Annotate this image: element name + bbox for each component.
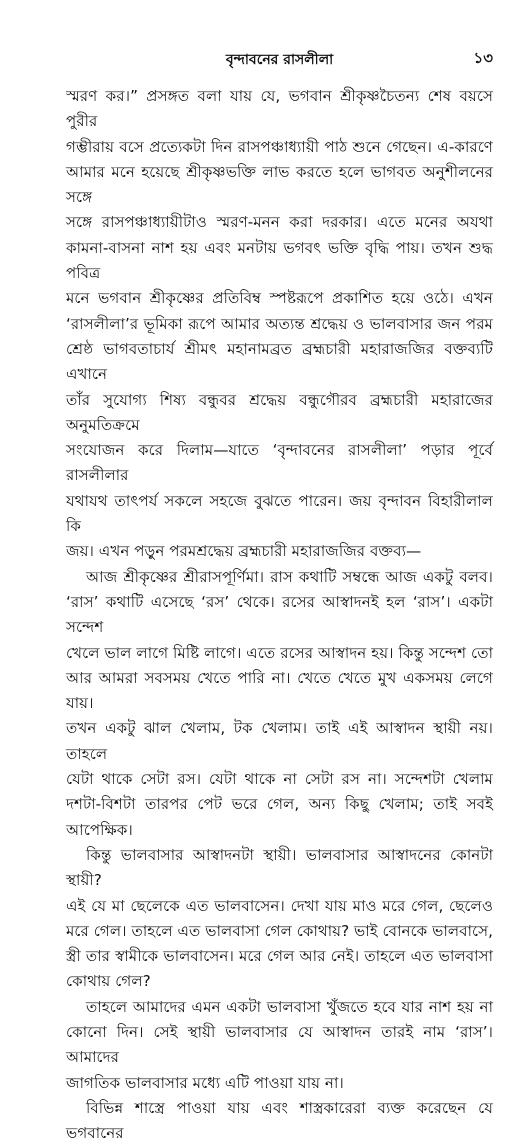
- text-line: মনে ভগবান শ্রীকৃষ্ণের প্রতিবিম্ব স্পষ্টরূপে প্রকাশিত হয়ে ওঠে। এখন: [66, 289, 493, 308]
- text-line: স্মরণ কর।” প্রসঙ্গত বলা যায় যে, ভগবান শ্রীকৃষ্ণচৈতন্য শেষ বয়সে পুরীর: [66, 87, 493, 131]
- text-line: তাহলে আমাদের এমন একটা ভালবাসা খুঁজতে হবে যার নাশ হয় না: [86, 997, 493, 1016]
- text-line: বিভিন্ন শাস্ত্রে পাওয়া যায় এবং শাস্ত্রকারেরা ব্যক্ত করেছেন যে ভগবানের: [66, 1098, 493, 1143]
- text-line: কোথায় গেল?: [66, 972, 151, 991]
- text-line: ‘রাসলীলা’র ভূমিকা রূপে আমার অত্যন্ত শ্রদ্ধেয় ও ভালবাসার জন পরম: [66, 314, 493, 333]
- text-line: সঙ্গে রাসপঞ্চাধ্যায়ীটাও স্মরণ-মনন করা দরকার। এতে মনের অযথা: [66, 213, 493, 232]
- text-line: খেলে ভাল লাগে মিষ্টি লাগে। এতে রসের আস্বাদন হয়। কিন্তু সন্দেশ তো: [66, 643, 493, 662]
- text-line: যেটা থাকে সেটা রস। যেটা থাকে না সেটা রস না। সন্দেশটা খেলাম: [66, 770, 493, 789]
- text-line: স্ত্রী তার স্বামীকে ভালবাসেন। মরে গেল আর নেই। তাহলে এত ভালবাসা: [66, 947, 493, 966]
- text-line: আমার মনে হয়েছে শ্রীকৃষ্ণভক্তি লাভ করতে হলে ভাগবত অনুশীলনের সঙ্গে: [66, 162, 493, 207]
- text-line: আর আমরা সবসময় খেতে পারি না। খেতে খেতে মুখ একসময় লেগে যায়।: [66, 668, 493, 713]
- page-number: ১৩: [473, 49, 493, 67]
- text-line: এই যে মা ছেলেকে এত ভালবাসেন। দেখা যায় মাও মরে গেল, ছেলেও: [66, 896, 493, 915]
- text-line: গম্ভীরায় বসে প্রত্যেকটা দিন রাসপঞ্চাধ্যায়ী পাঠ শুনে গেছেন। এ-কারণে: [66, 137, 493, 156]
- text-line: তখন একটু ঝাল খেলাম, টক খেলাম। তাই এই আস্বাদন স্থায়ী নয়। তাহলে: [66, 719, 493, 763]
- text-line: দশটা-বিশটা তারপর পেট ভরে গেল, অন্য কিছু খেলাম; তাই সবই আপেক্ষিক।: [66, 795, 493, 839]
- text-line: তাঁর সুযোগ্য শিষ্য বন্ধুবর শ্রদ্ধেয় বন্ধুগৌরব ব্রহ্মচারী মহারাজের অনুমতিক্রমে: [66, 390, 493, 434]
- text-line: জয়। এখন পড়ুন পরমশ্রদ্ধেয় ব্রহ্মচারী মহারাজজির বক্তব্য—: [66, 542, 422, 561]
- text-line: ‘রাস’ কথাটি এসেছে ‘রস’ থেকে। রসের আস্বাদনই হল ‘রাস’। একটা সন্দেশ: [66, 592, 493, 637]
- text-line: কামনা-বাসনা নাশ হয় এবং মনটায় ভগবৎ ভক্তি বৃদ্ধি পায়। তখন শুদ্ধ পবিত্র: [66, 238, 493, 283]
- body-text: [66, 84, 493, 1146]
- text-line: সংযোজন করে দিলাম—যাতে ‘বৃন্দাবনের রাসলীলা’ পড়ার পূর্বে রাসলীলার: [66, 441, 493, 485]
- text-line: শ্রেষ্ঠ ভাগবতাচার্য শ্রীমৎ মহানামব্রত ব্রহ্মচারী মহারাজজির বক্তব্যটি এখানে: [66, 339, 493, 384]
- text-line: মরে গেল। তাহলে এত ভালবাসা গেল কোথায়? ভাই বোনকে ভালবাসে,: [66, 921, 493, 940]
- text-line: জাগতিক ভালবাসার মধ্যে এটি পাওয়া যায় না।: [66, 1073, 344, 1092]
- text-line: যথাযথ তাৎপর্য সকলে সহজে বুঝতে পারেন। জয় বৃন্দাবন বিহারীলাল কি: [66, 491, 493, 536]
- text-line: কিন্তু ভালবাসার আস্বাদনটা স্থায়ী। ভালবাসার আস্বাদনের কোনটা স্থায়ী?: [66, 845, 493, 890]
- page-header: [66, 0, 493, 76]
- text-line: আজ শ্রীকৃষ্ণের শ্রীরাসপূর্ণিমা। রাস কথাটি সম্বন্ধে আজ একটু বলব।: [86, 567, 493, 586]
- running-head-title: বৃন্দাবনের রাসলীলা: [225, 52, 334, 68]
- text-line: কোনো দিন। সেই স্থায়ী ভালবাসার যে আস্বাদন তারই নাম ‘রাস’। আমাদের: [66, 1022, 493, 1067]
